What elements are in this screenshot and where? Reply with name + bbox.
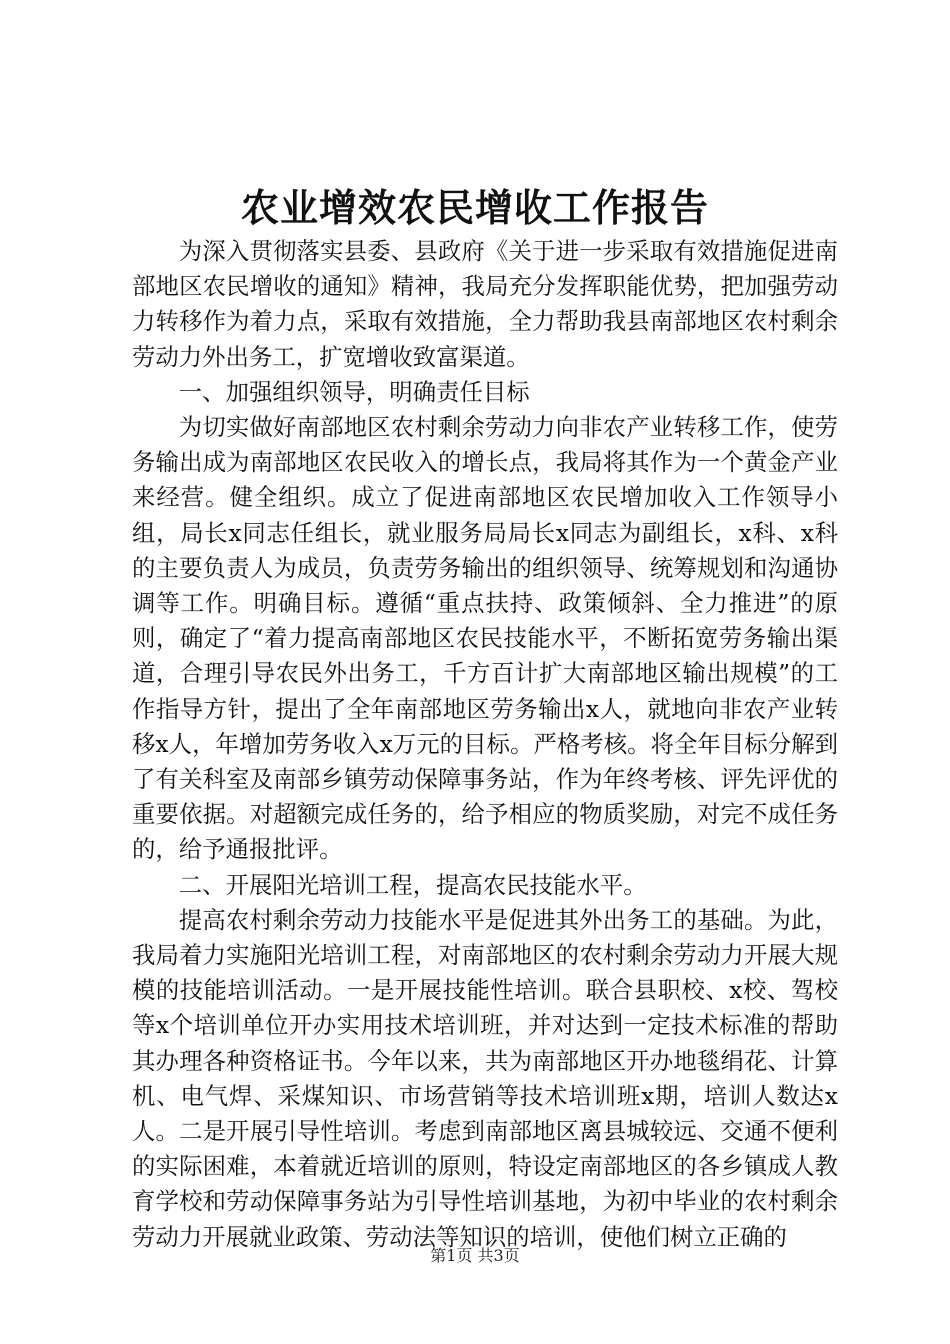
section-heading-1: 一、加强组织领导，明确责任目标 xyxy=(178,377,530,406)
section-1-paragraph: 为切实做好南部地区农村剩余劳动力向非农产业转移工作，使劳务输出成为南部地区农民收入的增长点，我局将其作为一个黄金产业来经营。健全组织。成立了促进南部地区农民增加收入工作领导小组，局长x同志任组长，就业服务局局长x同志为副组长，x科、x科的主要负责人为成员，负责劳务输出的组织领导、统筹规划和沟通协调等工作。明确目标。遵循“重点扶持、政策倾斜、全力推进”的原则，确定了“着力提高南部地区农民技能水平，不断拓宽劳务输出渠道，合理引导农民外出务工，千方百计扩大南部地区输出规模”的工作指导方针，提出了全年南部地区劳务输出x人，就地向非农产业转移x人，年增加劳务收入x万元的目标。严格考核。将全年目标分解到了有关科室及南部乡镇劳动保障事务站，作为年终考核、评先评优的重要依据。对超额完成任务的，给予相应的物质奖励，对完不成任务的，给予通报批评。 xyxy=(132,413,838,864)
section-2-paragraph: 提高农村剩余劳动力技能水平是促进其外出务工的基础。为此，我局着力实施阳光培训工程，对南部地区的农村剩余劳动力开展大规模的技能培训活动。一是开展技能性培训。联合县职校、x校、驾校等x个培训单位开办实用技术培训班，并对达到一定技术标准的帮助其办理各种资格证书。今年以来，共为南部地区开办地毯绢花、计算机、电气焊、采煤知识、市场营销等技术培训班x期，培训人数达x人。二是开展引导性培训。考虑到南部地区离县城较远、交通不便利的实际困难，本着就近培训的原则，特设定南部地区的各乡镇成人教育学校和劳动保障事务站为引导性培训基地，为初中毕业的农村剩余劳动力开展就业政策、劳动法等知识的培训，使他们树立正确的 xyxy=(132,905,838,1251)
document-title: 农业增效农民增收工作报告 xyxy=(240,185,709,230)
page-footer: 第1页 共3页 xyxy=(430,1246,520,1265)
document-body xyxy=(132,234,838,1255)
section-heading-2: 二、开展阳光培训工程，提高农民技能水平。 xyxy=(178,870,647,899)
intro-paragraph: 为深入贯彻落实县委、县政府《关于进一步采取有效措施促进南部地区农民增收的通知》精神，我局充分发挥职能优势，把加强劳动力转移作为着力点，采取有效措施，全力帮助我县南部地区农村剩余劳动力外出务工，扩宽增收致富渠道。 xyxy=(132,237,838,371)
